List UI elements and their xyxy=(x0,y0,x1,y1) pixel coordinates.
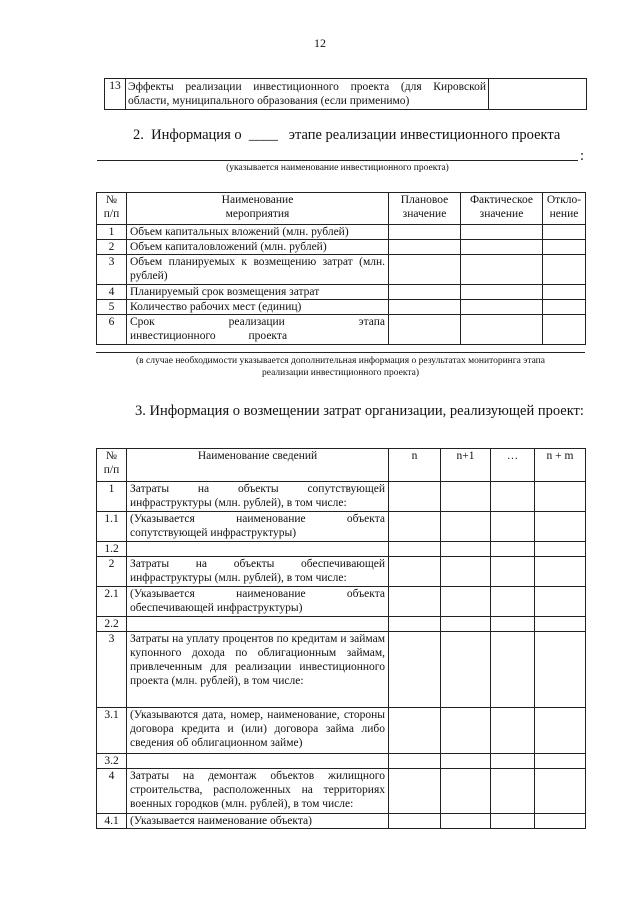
cost-row-text: Затраты на объекты обеспечивающей инфраструктуры (млн. рублей), в том числе: xyxy=(127,557,389,587)
stage-row-num: 5 xyxy=(97,300,127,315)
table-row xyxy=(97,632,586,708)
table-row xyxy=(97,512,586,542)
table-row xyxy=(97,542,586,557)
cost-row-num: 1 xyxy=(97,482,127,512)
top-row-text xyxy=(126,79,489,110)
cost-row-num: 4 xyxy=(97,769,127,814)
section2-heading-num: 2. xyxy=(133,127,144,143)
stage-header-fact xyxy=(461,193,543,225)
section2-project-name-line xyxy=(97,160,578,161)
stage-header-fact-l2: значение xyxy=(479,208,524,220)
cost-row-num: 3.2 xyxy=(97,754,127,769)
stage-header-name-l2: мероприятия xyxy=(225,208,290,220)
stage-row-num: 6 xyxy=(97,315,127,345)
table-row xyxy=(97,482,586,512)
top-row-text-line1: Эффекты реализации инвестиционного проекта (для Кировской xyxy=(128,81,486,93)
table-row xyxy=(97,769,586,814)
cost-row-text: (Указывается наименование объекта обеспечивающей инфраструктуры) xyxy=(127,587,389,617)
stage-row-text: Срок реализации этапа инвестиционного проекта xyxy=(127,315,389,345)
stage-header-row xyxy=(97,193,586,225)
cost-row-num: 3.1 xyxy=(97,708,127,754)
section2-colon: : xyxy=(580,148,585,164)
stage-row-num: 4 xyxy=(97,285,127,300)
stage-header-dev xyxy=(543,193,586,225)
table-row xyxy=(97,754,586,769)
section2-sub-note: (указывается наименование инвестиционного проекта) xyxy=(226,163,449,173)
cost-row-num: 2 xyxy=(97,557,127,587)
top-table xyxy=(104,78,587,110)
cost-row-num: 3 xyxy=(97,632,127,708)
cost-row-text: Затраты на демонтаж объектов жилищного строительства, расположенных на территориях военных городков (млн. рублей), в том числе: xyxy=(127,769,389,814)
cost-recovery-table xyxy=(96,448,586,829)
cost-row-num: 4.1 xyxy=(97,814,127,829)
cost-row-text xyxy=(127,542,389,557)
table-row xyxy=(97,255,586,285)
stage-header-dev-l1: Откло- xyxy=(546,194,582,206)
cost-row-text: (Указывается наименование объекта сопутствующей инфраструктуры) xyxy=(127,512,389,542)
section2-footnote-l2: реализации инвестиционного проекта) xyxy=(262,368,419,378)
cost-row-num: 2.1 xyxy=(97,587,127,617)
section2-stage-blank: ____ xyxy=(248,127,278,143)
cost-row-text xyxy=(127,754,389,769)
section2-heading-pre: Информация о xyxy=(151,127,242,143)
table-row xyxy=(97,240,586,255)
top-row-value xyxy=(489,79,587,110)
cost-row-text: (Указываются дата, номер, наименование, стороны договора кредита и (или) договора займа либо сведения об облигационном займе) xyxy=(127,708,389,754)
stage-info-table xyxy=(96,192,586,345)
cost-row-num: 2.2 xyxy=(97,617,127,632)
stage-row-num: 2 xyxy=(97,240,127,255)
cost-row-text: (Указывается наименование объекта) xyxy=(127,814,389,829)
table-row xyxy=(97,285,586,300)
cost-header-nm: n + m xyxy=(535,449,586,482)
table-row xyxy=(97,587,586,617)
cost-row-num: 1.1 xyxy=(97,512,127,542)
stage-row-text: Объем капитальных вложений (млн. рублей) xyxy=(127,225,389,240)
top-row-num: 13 xyxy=(105,79,126,110)
stage-header-plan xyxy=(389,193,461,225)
cost-header-dots: … xyxy=(491,449,535,482)
cost-row-text: Затраты на объекты сопутствующей инфраструктуры (млн. рублей), в том числе: xyxy=(127,482,389,512)
stage-header-name-l1: Наименование xyxy=(221,194,294,206)
section3-heading: 3. Информация о возмещении затрат организации, реализующей проект: xyxy=(135,403,584,419)
cost-row-num: 1.2 xyxy=(97,542,127,557)
cost-header-name: Наименование сведений xyxy=(127,449,389,482)
stage-header-num: № п/п xyxy=(97,193,127,225)
stage-row-text: Объем планируемых к возмещению затрат (млн. рублей) xyxy=(127,255,389,285)
section2-footnote-line xyxy=(96,352,585,353)
stage-header-fact-l1: Фактическое xyxy=(469,194,534,206)
cost-header-row xyxy=(97,449,586,482)
stage-row-text: Количество рабочих мест (единиц) xyxy=(127,300,389,315)
cost-header-n: n xyxy=(389,449,441,482)
page-number: 12 xyxy=(314,36,326,50)
table-row xyxy=(97,315,586,345)
top-row-text-line2: области, муниципального образования (если применимо) xyxy=(128,95,410,107)
table-row xyxy=(97,225,586,240)
stage-header-plan-l1: Плановое xyxy=(400,194,449,206)
section2-footnote xyxy=(96,355,585,379)
stage-row-text: Объем капиталовложений (млн. рублей) xyxy=(127,240,389,255)
stage-row-text: Планируемый срок возмещения затрат xyxy=(127,285,389,300)
table-row xyxy=(97,814,586,829)
cost-row-text xyxy=(127,617,389,632)
section2-footnote-l1: (в случае необходимости указывается дополнительная информация о результатах мониторинга этапа xyxy=(136,356,545,366)
stage-row-num: 3 xyxy=(97,255,127,285)
table-row xyxy=(97,708,586,754)
stage-header-plan-l2: значение xyxy=(402,208,447,220)
table-row xyxy=(97,557,586,587)
cost-header-n1: n+1 xyxy=(441,449,491,482)
stage-header-dev-l2: нение xyxy=(549,208,579,220)
stage-header-name xyxy=(127,193,389,225)
cost-header-num: № п/п xyxy=(97,449,127,482)
table-row xyxy=(97,300,586,315)
table-row xyxy=(97,617,586,632)
section2-heading-post: этапе реализации инвестиционного проекта xyxy=(288,127,561,143)
cost-row-text: Затраты на уплату процентов по кредитам и займам купонного дохода по облигационным займам, привлеченным для реализации инвестиционного проекта (млн. рублей), в том числе: xyxy=(127,632,389,708)
section2-heading xyxy=(133,126,588,144)
stage-row-num: 1 xyxy=(97,225,127,240)
